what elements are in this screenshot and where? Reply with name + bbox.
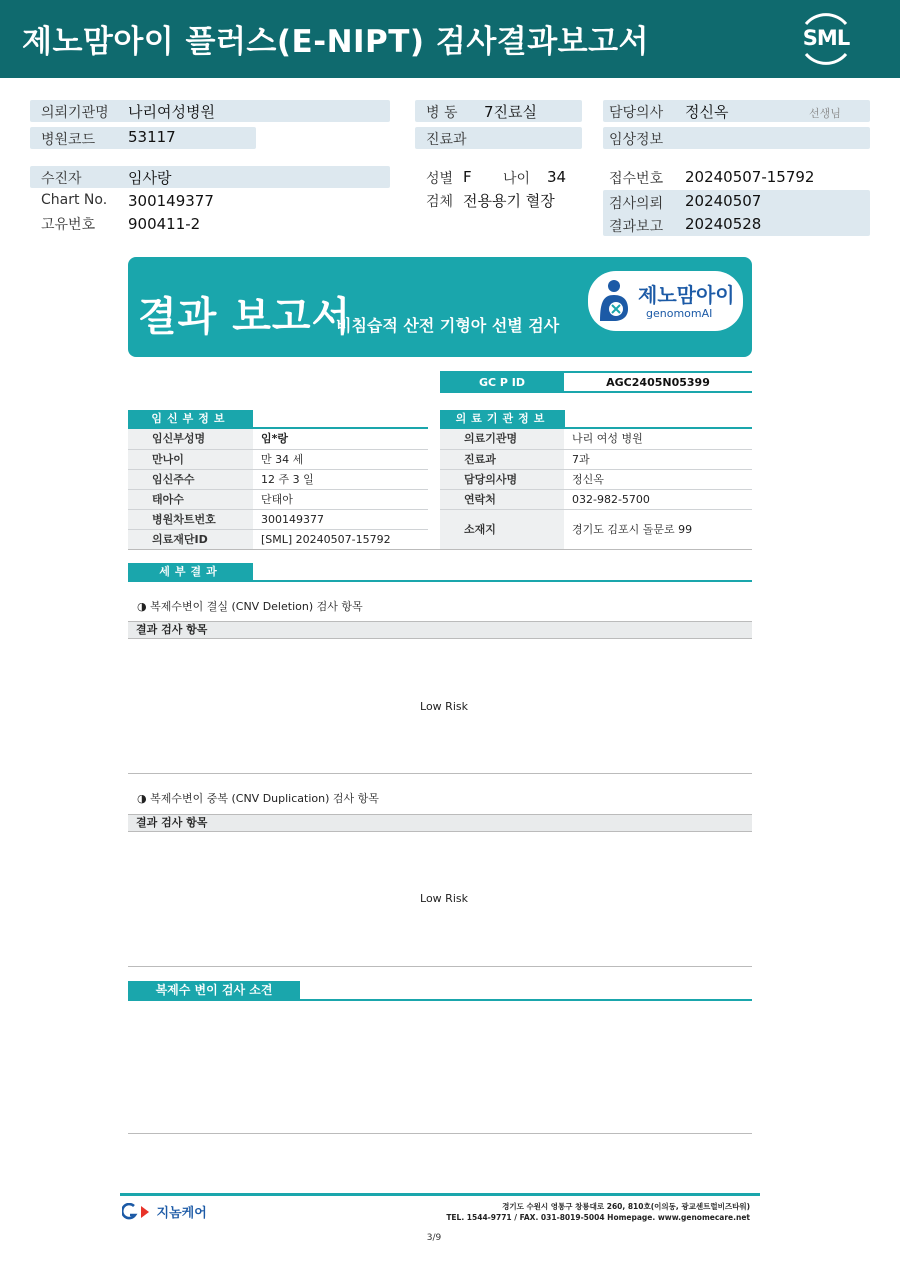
fetus-count-label: 태아수	[128, 490, 253, 510]
chart-value: 300149377	[128, 192, 214, 210]
deletion-result: Low Risk	[420, 700, 468, 713]
fetus-count-value: 단태아	[261, 493, 293, 506]
receipt-label: 접수번호	[609, 171, 664, 187]
dept-label: 진료과	[426, 132, 467, 148]
genomom-logo-name: 제노맘아이	[638, 283, 735, 307]
ward-value: 7진료실	[484, 103, 538, 121]
foundation-id-value: [SML] 20240507-15792	[261, 533, 391, 546]
institution-name-label: 의료기관명	[440, 429, 564, 449]
chart-label: Chart No.	[41, 192, 108, 208]
footer-address-line2: TEL. 1544-9771 / FAX. 031-8019-5004 Homepage. www.genomecare.net	[446, 1213, 750, 1222]
age-full-value: 만 34 세	[261, 453, 304, 466]
deletion-bottom-line	[128, 773, 752, 774]
page-number: 3/9	[426, 1233, 442, 1243]
specimen-value: 전용용기 혈장	[463, 192, 555, 210]
hospital-code-label: 병원코드	[41, 132, 96, 148]
request-label: 검사의뢰	[609, 196, 664, 212]
institution-name-value: 나리 여성 병원	[572, 432, 643, 445]
gestational-age-value: 12 주 3 일	[261, 473, 314, 486]
ward-label: 병 동	[426, 105, 458, 121]
patient-value: 임사랑	[128, 169, 172, 187]
gc-mark-icon	[122, 1203, 152, 1221]
location-value: 경기도 김포시 돌문로 99	[572, 523, 693, 536]
medical-dept-value: 7과	[572, 453, 590, 466]
gcp-bottom-line	[440, 391, 752, 393]
hospital-chart-value: 300149377	[261, 513, 324, 526]
specimen-label: 검체	[426, 194, 454, 210]
genomom-mother-icon	[594, 277, 634, 325]
age-full-label: 만나이	[128, 450, 253, 470]
clinical-label: 임상정보	[609, 132, 664, 148]
hospital-chart-label: 병원차트번호	[128, 510, 253, 530]
duplication-result-bar: 결과 검사 항목	[128, 814, 752, 832]
doctor-name-label: 담당의사명	[440, 470, 564, 490]
unique-number-label: 고유번호	[41, 217, 96, 233]
contact-label: 연락처	[440, 490, 564, 510]
footer-address	[420, 1201, 750, 1223]
duplication-bottom-line	[128, 966, 752, 967]
doctor-label: 담당의사	[609, 105, 664, 121]
genomom-logo-en: genomomAI	[646, 307, 713, 320]
opinion-tab: 복제수 변이 검사 소견	[128, 981, 300, 1000]
footer-line	[120, 1193, 760, 1196]
contact-value: 032-982-5700	[572, 493, 650, 506]
doctor-suffix: 선생님	[809, 107, 841, 120]
report-subtitle: 비침습적 산전 기형아 선별 검사	[336, 316, 560, 335]
pregnant-name-value: 임*랑	[261, 432, 289, 445]
sex-value: F	[463, 168, 472, 186]
deletion-heading: ◑ 복제수변이 결실 (CNV Deletion) 검사 항목	[137, 600, 363, 613]
foundation-id-label: 의료재단ID	[128, 530, 253, 550]
patient-box	[30, 166, 390, 188]
request-value: 20240507	[685, 192, 762, 210]
patient-label: 수진자	[41, 171, 82, 187]
opinion-tab-line	[128, 999, 752, 1001]
report-title: 결과 보고서	[138, 294, 352, 340]
unique-number-value: 900411-2	[128, 215, 201, 233]
location-label: 소재지	[440, 510, 564, 550]
sex-label: 성별	[426, 171, 454, 187]
duplication-result: Low Risk	[420, 892, 468, 905]
details-tab: 세부결과	[128, 563, 253, 581]
genomom-logo	[588, 271, 743, 331]
document-title: 제노맘아이 플러스(E-NIPT) 검사결과보고서	[22, 24, 649, 60]
doctor-value: 정신옥	[685, 103, 729, 121]
institution-value: 나리여성병원	[128, 103, 215, 121]
info-table-bottom-line	[128, 549, 752, 550]
gestational-age-label: 임신주수	[128, 470, 253, 490]
report-banner	[128, 257, 752, 357]
gcp-id-label: GC P ID	[440, 373, 564, 392]
report-date-value: 20240528	[685, 215, 762, 233]
genomecare-logo-text: 지놈케어	[156, 1206, 207, 1221]
sml-logo-text: SML	[802, 26, 850, 50]
gcp-top-line	[440, 371, 752, 373]
sml-logo	[796, 10, 856, 68]
deletion-result-bar: 결과 검사 항목	[128, 621, 752, 639]
institution-label: 의뢰기관명	[41, 105, 109, 121]
duplication-heading: ◑ 복제수변이 중복 (CNV Duplication) 검사 항목	[137, 792, 379, 805]
top-banner	[0, 0, 900, 78]
pregnant-name-label: 임신부성명	[128, 429, 253, 449]
report-date-label: 결과보고	[609, 219, 664, 235]
genomecare-logo	[122, 1202, 207, 1221]
medical-info-tab: 의료기관정보	[440, 410, 565, 428]
hospital-code-value: 53117	[128, 128, 176, 146]
doctor-name-value: 정신옥	[572, 473, 604, 486]
age-value: 34	[547, 168, 567, 186]
medical-dept-label: 진료과	[440, 450, 564, 470]
age-label: 나이	[503, 171, 531, 187]
gcp-id-value: AGC2405N05399	[606, 376, 710, 389]
opinion-bottom-line	[128, 1133, 752, 1134]
receipt-value: 20240507-15792	[685, 168, 815, 186]
pregnant-info-tab: 임신부정보	[128, 410, 253, 428]
details-tab-line	[128, 580, 752, 582]
footer-address-line1: 경기도 수원시 영통구 창룡대로 260, 810호(이의동, 광교센트럴비즈타워)	[502, 1202, 750, 1211]
